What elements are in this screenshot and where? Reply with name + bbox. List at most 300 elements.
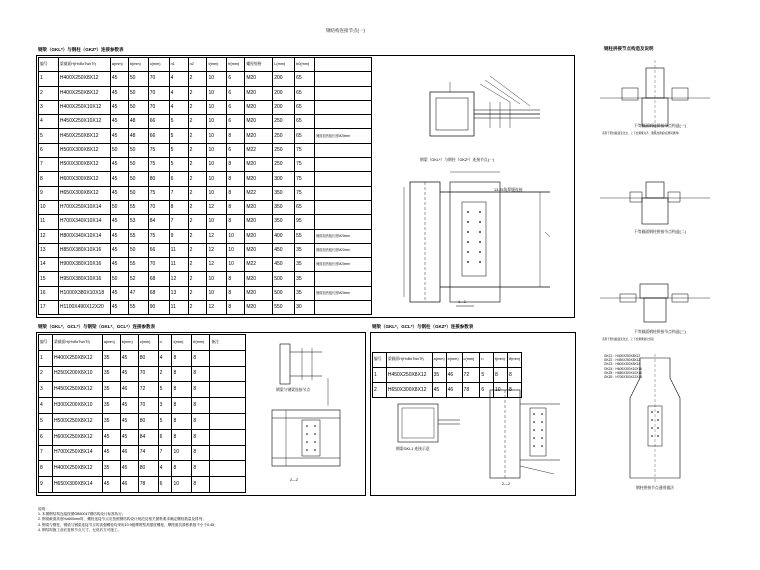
table-cell: 11 [169, 258, 188, 272]
table-cell: 45 [110, 258, 128, 272]
header-cell: t(mm) [494, 353, 508, 368]
table-cell: 550 [273, 301, 295, 315]
table-cell: 1 [39, 350, 53, 366]
table-cell [315, 172, 372, 186]
table-cell: 65 [295, 86, 315, 100]
table-cell: 5 [169, 143, 188, 157]
drawing2-section-label: 2—2 [290, 478, 299, 482]
table-cell: 5 [480, 368, 494, 383]
table-cell: 75 [295, 186, 315, 200]
table-cell: H450X250X10X12 [58, 115, 110, 129]
table-cell: H400X250X8X12 [52, 350, 102, 366]
table-cell: H850X380X10X16 [58, 243, 110, 257]
table-cell: 80 [138, 461, 158, 477]
table-cell: 75 [295, 158, 315, 172]
table-row [39, 86, 372, 100]
table-cell [315, 215, 372, 229]
table-cell: 450 [273, 258, 295, 272]
table-row [373, 368, 522, 383]
table-cell: H900X380X10X16 [58, 258, 110, 272]
beam-column-table [38, 57, 372, 315]
table-cell: 8 [39, 172, 59, 186]
table-cell: 8 [507, 368, 521, 383]
table-cell [315, 72, 372, 86]
right-column-title: 钢柱拼接节点构造及说明 [604, 46, 654, 51]
table-cell: 8 [192, 382, 210, 398]
table-cell: 8 [172, 350, 192, 366]
table-cell: 10 [207, 186, 227, 200]
table-cell [315, 158, 372, 172]
table-row [39, 258, 372, 272]
table-cell: 2 [188, 272, 207, 286]
table-cell: 70 [148, 258, 169, 272]
header-cell: t(mm) [207, 58, 227, 72]
table-cell: 8 [192, 461, 210, 477]
splice-list-item: GKZ2：H450X250X8X12 [604, 358, 641, 363]
table-cell: H500X300X8X12 [58, 158, 110, 172]
table-cell: 35 [295, 243, 315, 257]
table-cell: M20 [245, 286, 273, 300]
table-cell: 8 [192, 366, 210, 382]
header-cell: n2 [188, 58, 207, 72]
table-cell: 50 [128, 100, 148, 114]
header-cell: tf(mm) [192, 335, 210, 351]
table-cell: 52 [128, 272, 148, 286]
table-header-row [373, 353, 522, 368]
table-cell: 2 [188, 200, 207, 214]
table-row [39, 461, 246, 477]
table-cell: 10 [227, 243, 245, 257]
table-cell: 1 [373, 368, 387, 383]
table-cell: 17 [39, 301, 59, 315]
table-cell: 14 [39, 258, 59, 272]
table-cell: 6 [169, 172, 188, 186]
table-row [39, 143, 372, 157]
table-cell: 50 [128, 158, 148, 172]
table-cell: 45 [120, 413, 138, 429]
drawing3-section-label: 2—2 [502, 482, 511, 486]
table-cell: 250 [273, 143, 295, 157]
header-cell: b0(mm) [295, 58, 315, 72]
table-cell: M20 [245, 72, 273, 86]
table-cell: 6 [39, 143, 59, 157]
table-cell: 30 [295, 301, 315, 315]
table-cell: 45 [110, 129, 128, 143]
table-cell: 10 [207, 129, 227, 143]
table-cell: 74 [138, 445, 158, 461]
table-cell: 3 [39, 382, 53, 398]
table-cell: 9 [39, 477, 53, 493]
header-cell: a(mm) [102, 335, 120, 351]
table-cell: M20 [245, 229, 273, 243]
table-cell: M20 [245, 243, 273, 257]
table-cell: 75 [148, 186, 169, 200]
table-cell: 8 [192, 477, 210, 493]
table-cell [315, 143, 372, 157]
table-cell: 1 [39, 72, 59, 86]
table-cell: 10 [207, 115, 227, 129]
table-cell [315, 115, 372, 129]
table-cell: 45 [102, 429, 120, 445]
table-cell: 55 [295, 229, 315, 243]
note-item: 1. 本图钢结构连接按照GB50017钢结构设计标准执行； [38, 512, 126, 517]
table-cell: 6 [480, 383, 494, 398]
table-cell: 6 [227, 143, 245, 157]
table-cell: H950X380X10X16 [58, 272, 110, 286]
table-cell: M20 [245, 115, 273, 129]
table-cell: H400X250X8X12 [58, 86, 110, 100]
table-cell: 45 [102, 445, 120, 461]
table-cell: 7 [169, 186, 188, 200]
table-cell: H800X340X10X14 [58, 229, 110, 243]
table-row [39, 215, 372, 229]
table1-title: 钢梁（GKL*）与钢柱（GKZ*）连接参数表 [38, 47, 124, 52]
table-cell: 5 [39, 413, 53, 429]
table-cell: 35 [102, 398, 120, 414]
table-cell: 95 [295, 215, 315, 229]
table-cell: 35 [102, 350, 120, 366]
table-cell: 10 [207, 100, 227, 114]
beam-column2-detail-drawing [380, 390, 570, 490]
table-cell: 46 [446, 383, 462, 398]
header-cell: 梁截面H(HxBxTwxTf) [386, 353, 432, 368]
splice-list-item: GKZ4：H600X300X10X16 [604, 366, 642, 371]
table3-title: 钢梁（GKL*、GCL*）与钢柱（GKZ*）连接参数表 [372, 324, 474, 329]
table-cell: 45 [110, 186, 128, 200]
table-cell: 9 [39, 186, 59, 200]
table-cell: 53 [128, 215, 148, 229]
table-cell: 46 [120, 445, 138, 461]
table-row [39, 115, 372, 129]
table-cell: 80 [138, 350, 158, 366]
table-cell: 45 [110, 158, 128, 172]
table-cell: 6 [227, 86, 245, 100]
table-row [39, 445, 246, 461]
table-cell: 66 [148, 115, 169, 129]
header-cell: n [480, 353, 494, 368]
table-cell: 500 [273, 272, 295, 286]
table-cell: 2 [188, 100, 207, 114]
table-cell: H450X250X8X12 [386, 368, 432, 383]
table-cell: 13 [169, 286, 188, 300]
table-cell: 11 [39, 215, 59, 229]
table-cell: 2 [188, 286, 207, 300]
drawing1-caption: 钢梁（GKL*）与钢柱（GKZ*）连接节点(一) [420, 158, 495, 162]
table-cell: 35 [102, 413, 120, 429]
table-cell: 46 [120, 477, 138, 493]
table-cell: 75 [148, 229, 169, 243]
splice3-note: 适用于钢柱截面变化处，上下柱翼缘错位连接 [602, 338, 654, 341]
table-cell: 50 [128, 86, 148, 100]
note-item: 3. 钢梁与钢柱、钢梁与钢梁连接节点的高强螺栓均采用10.9级摩擦型高强度螺栓，摩擦面抗滑移系数不小于0.45； [38, 522, 218, 527]
splice2-caption: 不等截面钢柱拼接节点构造(二) [634, 230, 686, 234]
header-cell: 编号 [39, 335, 53, 351]
table-cell: 70 [148, 86, 169, 100]
header-cell: 螺栓规格 [245, 58, 273, 72]
table-cell: M20 [245, 86, 273, 100]
table-cell: 300 [273, 172, 295, 186]
table-row [39, 398, 246, 414]
table-cell: 2 [188, 129, 207, 143]
table-cell: 47 [128, 286, 148, 300]
table-cell: 10 [207, 86, 227, 100]
table2-title: 钢梁（GKL*、GCL*）与钢梁（GKL*、GCL*）连接参数表 [38, 324, 155, 329]
table-cell: H700X340X10X14 [58, 215, 110, 229]
table-cell: 70 [148, 100, 169, 114]
table-cell: 66 [148, 129, 169, 143]
table-cell: 4 [158, 461, 172, 477]
table-cell: H500X300X8X12 [58, 143, 110, 157]
table-cell: 78 [138, 477, 158, 493]
table-cell: 45 [110, 301, 128, 315]
drawing2-caption: 钢梁与钢梁连接节点 [276, 388, 311, 392]
table-cell: 50 [128, 72, 148, 86]
table-cell: M20 [245, 100, 273, 114]
table-cell: H300X200X6X10 [52, 398, 102, 414]
table-cell: 400 [273, 229, 295, 243]
table-cell: 45 [120, 398, 138, 414]
table-cell: 8 [507, 383, 521, 398]
table-cell: 11 [169, 301, 188, 315]
table-cell: 70 [148, 72, 169, 86]
table-cell: M20 [245, 215, 273, 229]
table-cell: 4 [39, 398, 53, 414]
table-cell: 84 [138, 429, 158, 445]
table-cell: H400X250X8X12 [52, 461, 102, 477]
table-cell: 45 [120, 366, 138, 382]
table-cell: 6 [227, 115, 245, 129]
table-cell: 2 [188, 72, 207, 86]
table-cell: 2 [188, 215, 207, 229]
table-cell: 3 [158, 398, 172, 414]
table-cell: 70 [138, 398, 158, 414]
table-cell [315, 100, 372, 114]
table-cell: 10 [227, 229, 245, 243]
table-cell: 9 [169, 229, 188, 243]
table-cell: 50 [128, 186, 148, 200]
table-row [39, 243, 372, 257]
table-cell: 8 [227, 215, 245, 229]
header-cell: b(mm) [128, 58, 148, 72]
table-cell: 48 [128, 115, 148, 129]
table-cell: 4 [169, 86, 188, 100]
table-cell: 5 [169, 129, 188, 143]
table-cell [210, 429, 246, 445]
table-cell: 35 [102, 461, 120, 477]
table-cell: 12 [207, 258, 227, 272]
table-cell: 8 [172, 382, 192, 398]
table-cell: 70 [138, 366, 158, 382]
table-cell: 8 [172, 461, 192, 477]
table-cell: 8 [192, 350, 210, 366]
table-cell: H450X250X8X12 [52, 382, 102, 398]
table-cell [210, 398, 246, 414]
table-cell: 6 [158, 477, 172, 493]
table-cell: 10 [207, 286, 227, 300]
table-cell: 8 [172, 366, 192, 382]
note-item: 2. 钢梁截面高度H≥600mm时，螺栓连接节点应按照钢结构设计规范及相关图集要求确定螺栓数量及排列； [38, 517, 206, 522]
table-cell: 45 [110, 72, 128, 86]
table-cell: 7 [158, 445, 172, 461]
table-row [39, 158, 372, 172]
table-cell: 350 [273, 215, 295, 229]
table-cell [210, 382, 246, 398]
table-row [39, 72, 372, 86]
table-row [39, 477, 246, 493]
table-cell: 10 [172, 445, 192, 461]
table-cell: 350 [273, 200, 295, 214]
header-cell: a(mm) [110, 58, 128, 72]
table-cell: 35 [295, 258, 315, 272]
table-cell: H600X250X8X12 [52, 429, 102, 445]
table-cell: 8 [227, 129, 245, 143]
table-cell: 50 [128, 172, 148, 186]
table-cell: 46 [120, 382, 138, 398]
table-cell: 4 [169, 72, 188, 86]
table-cell: 侧面加劲板长度M20mm [315, 229, 372, 243]
table-cell: 65 [295, 100, 315, 114]
table-cell: 45 [110, 215, 128, 229]
table-cell: 8 [227, 186, 245, 200]
table-cell: 45 [110, 243, 128, 257]
table-cell: 侧面加劲板长度M20mm [315, 286, 372, 300]
table-cell: 80 [148, 172, 169, 186]
table-cell: 55 [128, 229, 148, 243]
table-cell [210, 477, 246, 493]
table-cell: 8 [227, 158, 245, 172]
table-cell: 72 [462, 368, 480, 383]
table-cell: 7 [169, 215, 188, 229]
table-cell: 8 [192, 445, 210, 461]
table-row [39, 129, 372, 143]
table-cell: 15 [39, 272, 59, 286]
table-row [39, 229, 372, 243]
table-cell [210, 461, 246, 477]
table-cell: 5 [39, 129, 59, 143]
header-cell: a(mm) [432, 353, 446, 368]
table-cell: H400X250X10X12 [58, 100, 110, 114]
table-cell: 90 [148, 301, 169, 315]
table-cell: M20 [245, 129, 273, 143]
table-cell: H600X300X8X12 [58, 172, 110, 186]
table-cell: 5 [158, 413, 172, 429]
table-cell: M22 [245, 258, 273, 272]
table-row [39, 286, 372, 300]
table-cell: M20 [245, 172, 273, 186]
table-cell: 35 [295, 272, 315, 286]
table-cell: 2 [188, 172, 207, 186]
table-cell: 45 [110, 229, 128, 243]
table-cell: 2 [39, 86, 59, 100]
header-cell [315, 58, 372, 72]
drawing1-section-label: 1—1 [458, 300, 467, 304]
table-cell: 10 [207, 215, 227, 229]
header-cell: 编号 [39, 58, 59, 72]
table-cell: 12 [207, 229, 227, 243]
table-cell: 8 [172, 398, 192, 414]
table-cell: 8 [494, 368, 508, 383]
table-cell: H250X200X6X10 [52, 366, 102, 382]
table-cell: M20 [245, 200, 273, 214]
table-cell: 侧面加劲板长度M20mm [315, 129, 372, 143]
table-cell: 35 [102, 382, 120, 398]
table-cell: 10 [207, 72, 227, 86]
table-cell: 8 [227, 200, 245, 214]
table-row [39, 382, 246, 398]
table-cell: 10 [207, 158, 227, 172]
table-cell: 侧面加劲板长度M22mm [315, 243, 372, 257]
table-cell: 45 [120, 429, 138, 445]
splice-list-item: GKZ5：H650X300X10X16 [604, 370, 642, 375]
table-cell: 2 [158, 366, 172, 382]
table-cell: 35 [295, 286, 315, 300]
table-cell: 6 [227, 72, 245, 86]
table-cell: 8 [39, 461, 53, 477]
splice-list-item: GKZ3：H500X300X8X14 [604, 362, 641, 367]
table-cell: 12 [169, 272, 188, 286]
table-cell: 12 [207, 200, 227, 214]
table-cell: 10 [494, 383, 508, 398]
table-row [39, 413, 246, 429]
table-cell: 10 [172, 477, 192, 493]
table-cell: H500X250X8X12 [52, 413, 102, 429]
table-cell: 12 [39, 229, 59, 243]
table-cell: 68 [148, 286, 169, 300]
table-cell: 80 [138, 413, 158, 429]
table-cell: H1100X490X12X20 [58, 301, 110, 315]
table-row [39, 429, 246, 445]
table-cell: 10 [227, 258, 245, 272]
table-cell: 75 [148, 143, 169, 157]
table-cell: 8 [192, 398, 210, 414]
table-cell: 5 [169, 158, 188, 172]
table-cell: M22 [245, 143, 273, 157]
table-cell: M22 [245, 186, 273, 200]
table-cell [210, 366, 246, 382]
table-header-row [39, 335, 246, 351]
notes-heading: 说明： [38, 507, 49, 511]
table-cell: 50 [110, 143, 128, 157]
header-cell: c(mm) [148, 58, 169, 72]
table-cell: 4 [169, 100, 188, 114]
table-cell: 250 [273, 129, 295, 143]
drawing1-weld-label: 13.25角焊缝连接 [494, 188, 523, 192]
splice-list-item: GKZ1：H400X250X8X12 [604, 354, 641, 358]
table-cell [210, 445, 246, 461]
header-cell: 梁截面H(HxBxTwxTf) [58, 58, 110, 72]
table-cell: 6 [227, 100, 245, 114]
table-cell: 50 [128, 243, 148, 257]
table-cell: 2 [188, 115, 207, 129]
table-cell: M20 [245, 158, 273, 172]
table-cell: 35 [102, 366, 120, 382]
table-row [39, 272, 372, 286]
splice1-caption: 不等截面钢柱拼接节点构造(一) [634, 124, 686, 128]
table-cell: H450X250X8X12 [58, 129, 110, 143]
table-cell: 48 [128, 129, 148, 143]
table-cell: 45 [110, 86, 128, 100]
header-cell: 备注 [210, 335, 246, 351]
table-cell: 250 [273, 158, 295, 172]
table-row [39, 301, 372, 315]
table-row [39, 100, 372, 114]
table-cell: 55 [128, 301, 148, 315]
table-cell: 8 [192, 413, 210, 429]
table-cell: 45 [110, 286, 128, 300]
table-cell: 55 [128, 258, 148, 272]
splice-list-item: GKZ6：H700X300X12X18 [604, 375, 642, 380]
splice4-caption: 钢柱拼接节点通用做法 [636, 486, 674, 490]
